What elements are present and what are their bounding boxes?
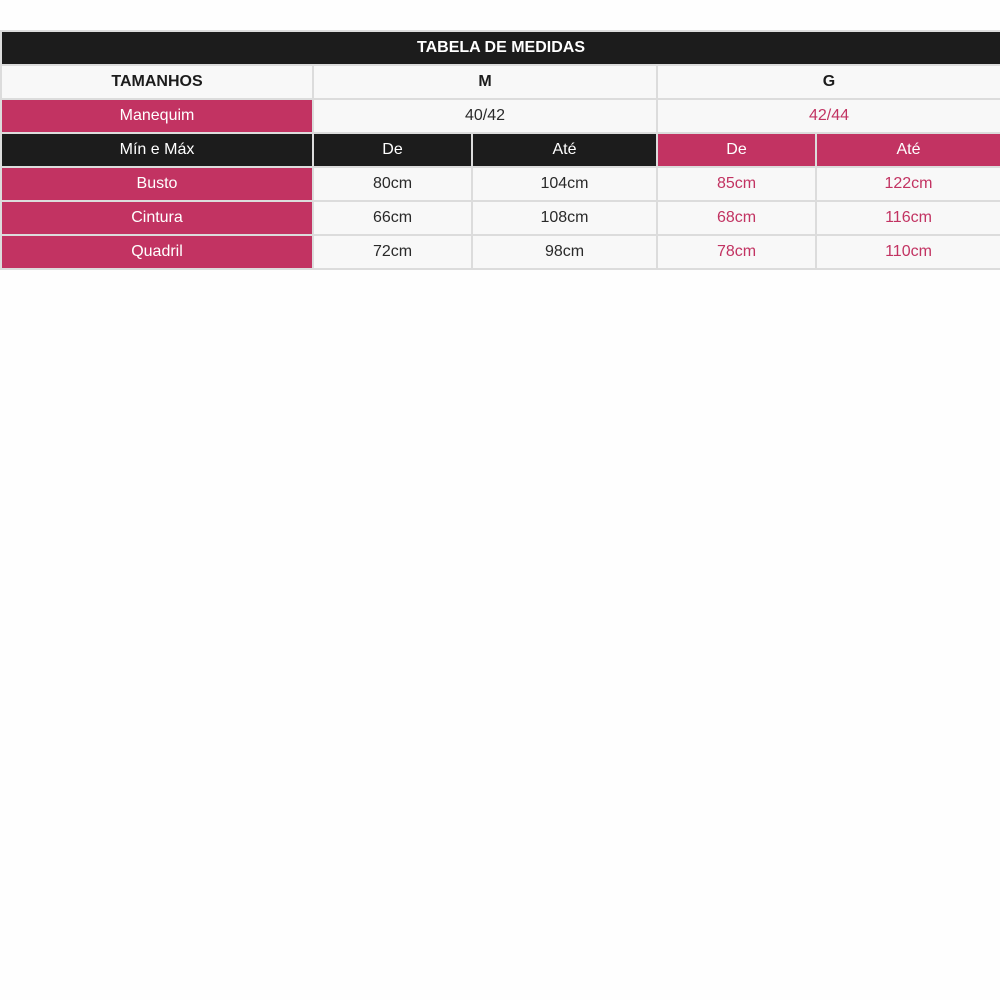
g-to-value: 116cm — [816, 201, 1000, 235]
g-to-value: 122cm — [816, 167, 1000, 201]
table-title-row — [1, 31, 1000, 65]
table-row — [1, 201, 1000, 235]
m-to-value: 98cm — [472, 235, 657, 269]
measure-label: Quadril — [1, 235, 313, 269]
table-row — [1, 235, 1000, 269]
mannequin-m-value: 40/42 — [313, 99, 657, 133]
measure-label: Cintura — [1, 201, 313, 235]
g-from-header: De — [657, 133, 816, 167]
size-g-header: G — [657, 65, 1000, 99]
table-title: TABELA DE MEDIDAS — [1, 31, 1000, 65]
mannequin-label: Manequim — [1, 99, 313, 133]
m-from-value: 66cm — [313, 201, 472, 235]
g-from-value: 68cm — [657, 201, 816, 235]
mannequin-row — [1, 99, 1000, 133]
m-from-header: De — [313, 133, 472, 167]
size-m-header: M — [313, 65, 657, 99]
m-to-value: 108cm — [472, 201, 657, 235]
size-chart-table — [0, 30, 1000, 270]
sizes-label: TAMANHOS — [1, 65, 313, 99]
g-from-value: 78cm — [657, 235, 816, 269]
m-to-header: Até — [472, 133, 657, 167]
m-to-value: 104cm — [472, 167, 657, 201]
g-to-header: Até — [816, 133, 1000, 167]
g-to-value: 110cm — [816, 235, 1000, 269]
range-label: Mín e Máx — [1, 133, 313, 167]
m-from-value: 72cm — [313, 235, 472, 269]
m-from-value: 80cm — [313, 167, 472, 201]
sizes-header-row — [1, 65, 1000, 99]
table-row — [1, 167, 1000, 201]
g-from-value: 85cm — [657, 167, 816, 201]
mannequin-g-value: 42/44 — [657, 99, 1000, 133]
range-header-row — [1, 133, 1000, 167]
measure-label: Busto — [1, 167, 313, 201]
